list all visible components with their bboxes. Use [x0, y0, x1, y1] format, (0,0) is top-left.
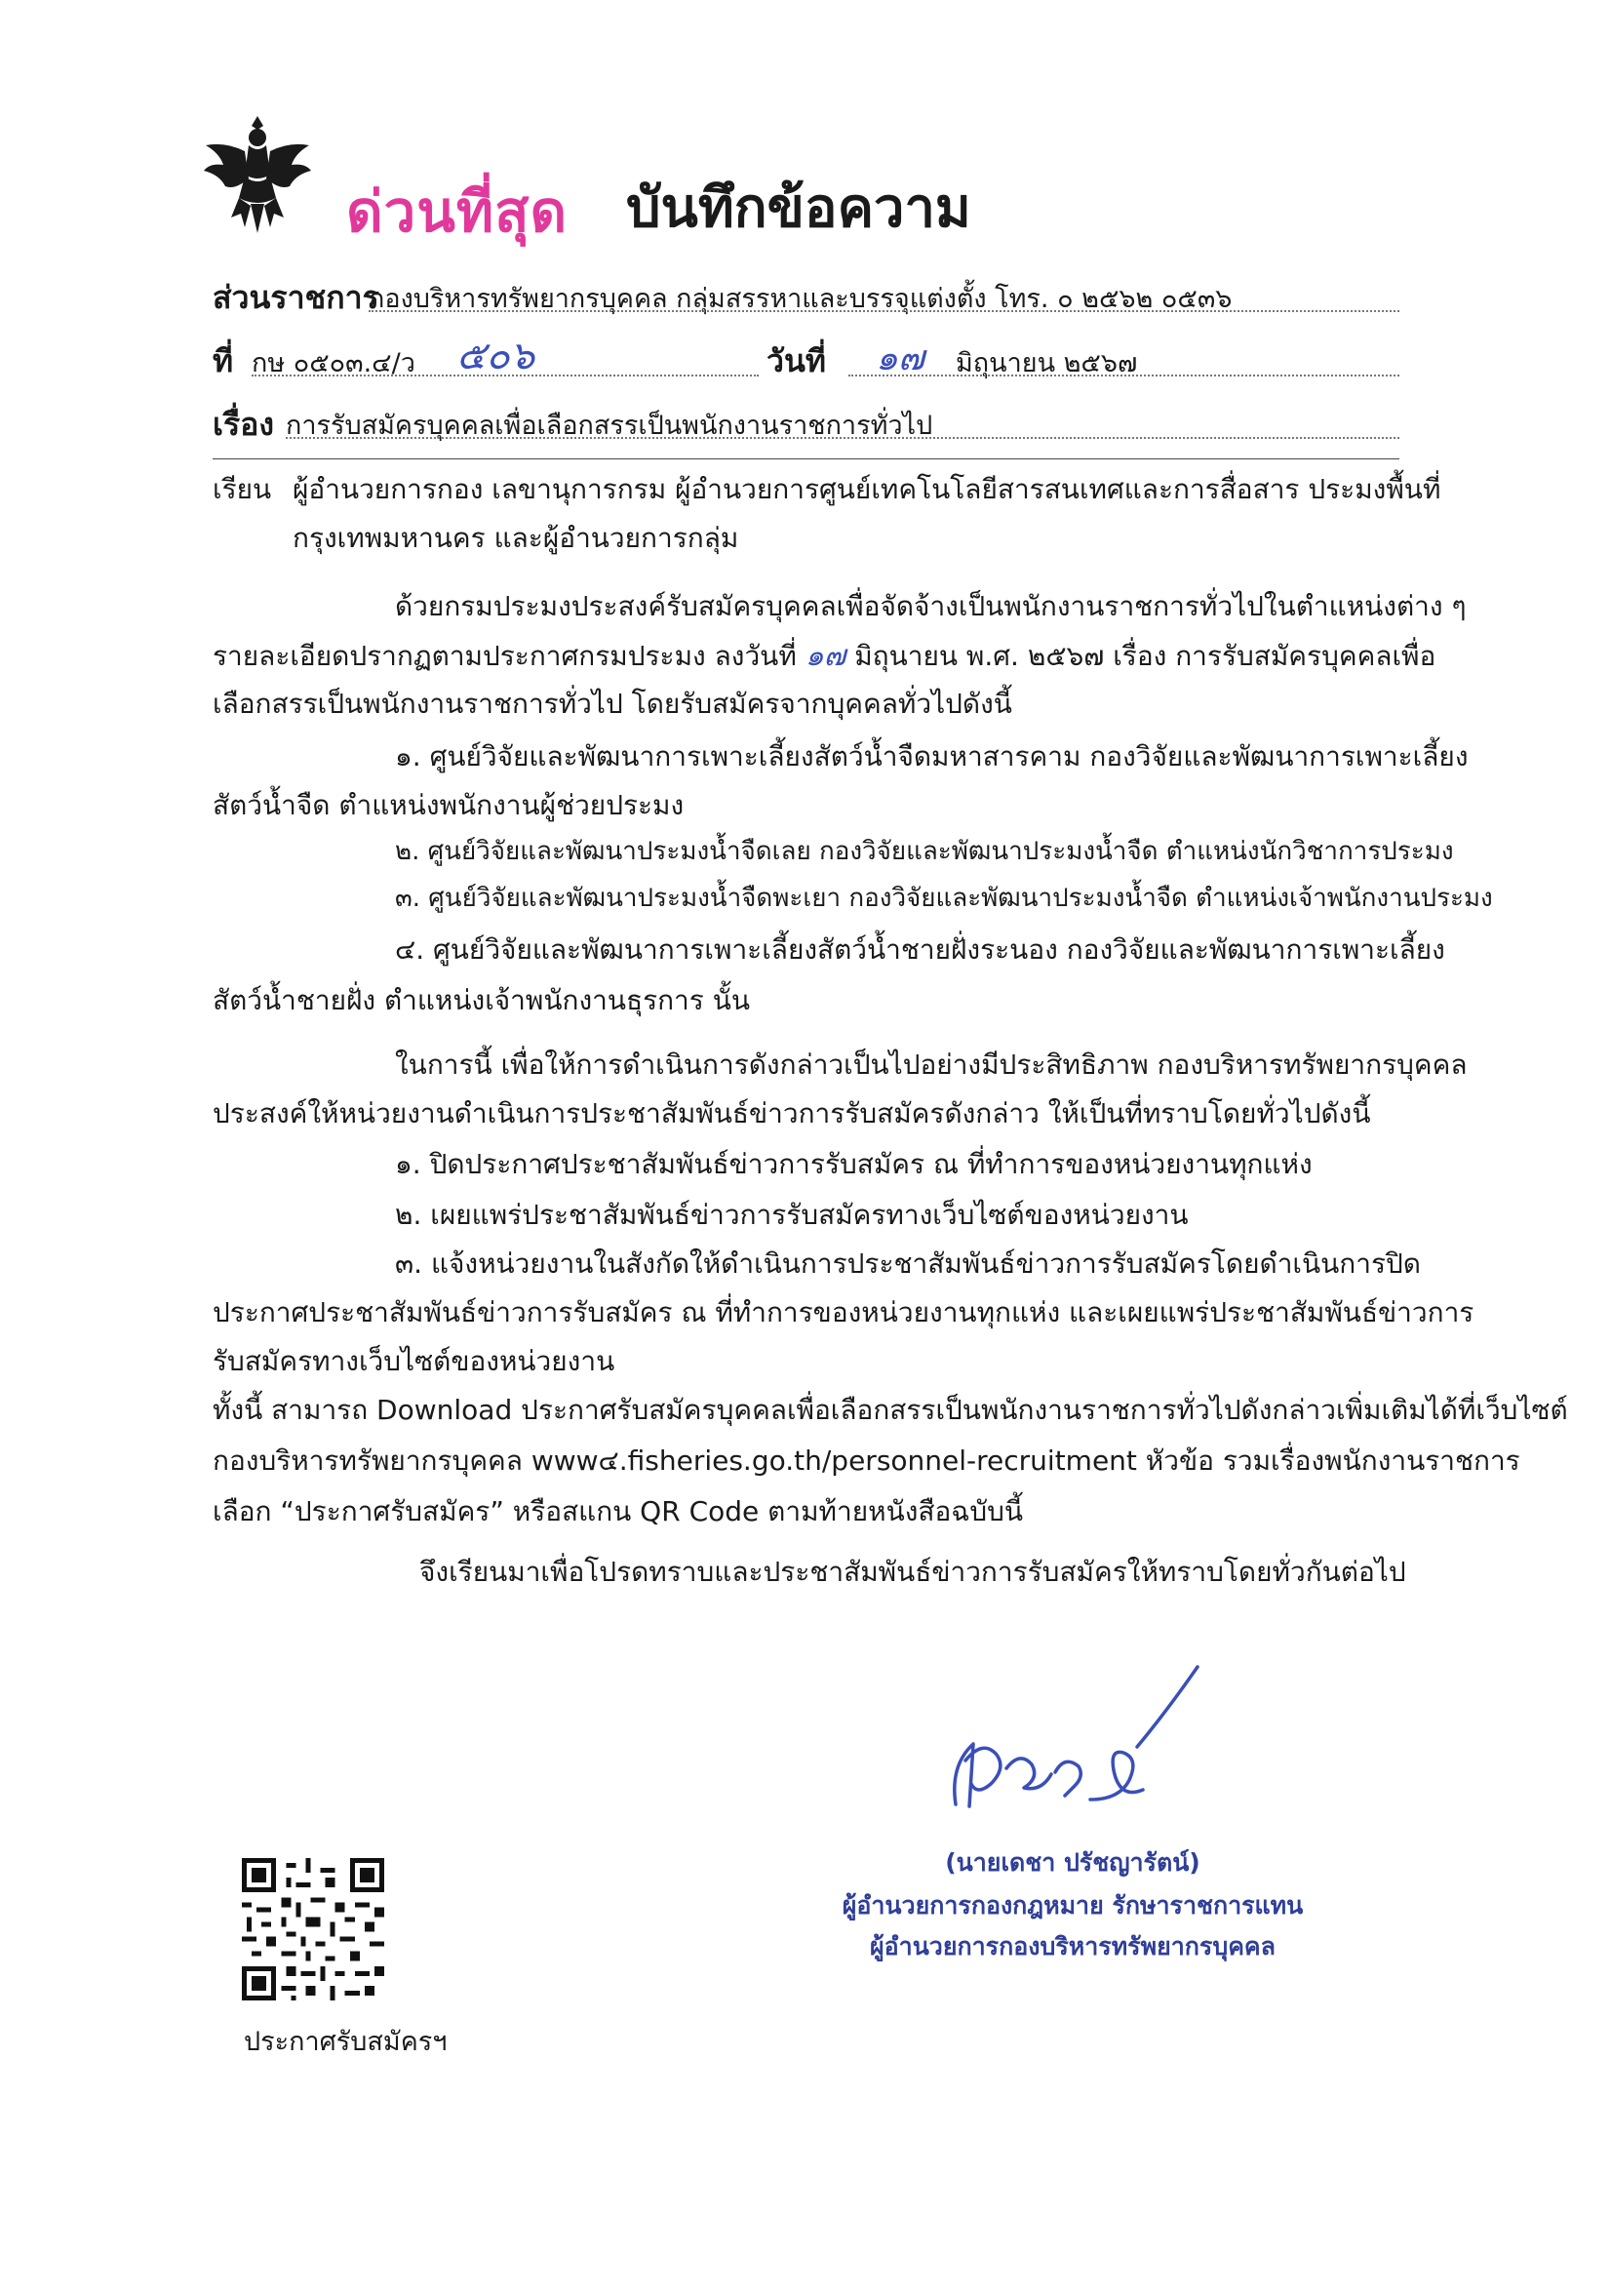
list-item: ประกาศประชาสัมพันธ์ข่าวการรับสมัคร ณ ที่ทำการของหน่วยงานทุกแห่ง และเผยแพร่ประชาสัมพันธ์ข่าวการ: [213, 1296, 1474, 1328]
body-text: มิถุนายน พ.ศ. ๒๕๖๗ เรื่อง การรับสมัครบุคคลเพื่อ: [854, 640, 1436, 672]
list-item: สัตว์น้ำจืด ตำแหน่งพนักงานผู้ช่วยประมง: [213, 789, 685, 821]
header-divider: [213, 458, 1399, 459]
body-line: เลือก “ประกาศรับสมัคร” หรือสแกน QR Code ตามท้ายหนังสือฉบับนี้: [213, 1495, 1024, 1527]
list-item: ๒. ศูนย์วิจัยและพัฒนาประมงน้ำจืดเลย กองวิจัยและพัฒนาประมงน้ำจืด ตำแหน่งนักวิชาการประมง: [395, 837, 1454, 866]
ref-handwritten-number: ๕๐๖: [456, 334, 535, 378]
list-item: สัตว์น้ำชายฝั่ง ตำแหน่งเจ้าพนักงานธุรการ นั้น: [213, 984, 751, 1016]
list-item: ๒. เผยแพร่ประชาสัมพันธ์ข่าวการรับสมัครทางเว็บไซต์ของหน่วยงาน: [395, 1199, 1189, 1231]
date-day-handwritten: ๑๗: [876, 338, 924, 378]
body-line: ด้วยกรมประมงประสงค์รับสมัครบุคคลเพื่อจัดจ้างเป็นพนักงานราชการทั่วไปในตำแหน่งต่าง ๆ: [395, 590, 1467, 622]
subject-label: เรื่อง: [213, 406, 274, 443]
date-label: วันที่: [766, 342, 826, 379]
ref-value: กษ ๐๕๐๓.๔/ว: [252, 348, 415, 378]
subject-value: การรับสมัครบุคคลเพื่อเลือกสรรเป็นพนักงานราชการทั่วไป: [286, 411, 933, 441]
body-text: รายละเอียดปรากฏตามประกาศกรมประมง ลงวันที่: [213, 640, 797, 672]
salutation-line-1: ผู้อำนวยการกอง เลขานุการกรม ผู้อำนวยการศูนย์เทคโนโลยีสารสนเทศและการสื่อสาร ประมงพื้นที่: [293, 473, 1441, 505]
body-line: ในการนี้ เพื่อให้การดำเนินการดังกล่าวเป็นไปอย่างมีประสิทธิภาพ กองบริหารทรัพยากรบุคคล: [395, 1049, 1468, 1081]
qr-code-icon[interactable]: [242, 1858, 384, 2000]
date-dotline: [848, 375, 1399, 376]
ref-dotline: [252, 375, 759, 376]
ref-label: ที่: [213, 342, 234, 379]
body-line: ประสงค์ให้หน่วยงานดำเนินการประชาสัมพันธ์ข่าวการรับสมัครดังกล่าว ให้เป็นที่ทราบโดยทั่วไปดังนี้: [213, 1097, 1371, 1129]
org-value: กองบริหารทรัพยากรบุคคล กลุ่มสรรหาและบรรจุแต่งตั้ง โทร. ๐ ๒๕๖๒ ๐๕๓๖: [369, 284, 1233, 314]
signature-scribble-icon: [936, 1663, 1229, 1824]
date-rest: มิถุนายน ๒๕๖๗: [956, 348, 1138, 378]
body-line: [213, 639, 1436, 673]
handwritten-day: ๑๗: [805, 639, 846, 673]
subject-dotline: [286, 437, 1399, 439]
signer-name: (นายเดชา ปรัชญารัตน์): [945, 1848, 1200, 1877]
signer-position-2: ผู้อำนวยการกองบริหารทรัพยากรบุคคล: [870, 1932, 1276, 1960]
body-line: กองบริหารทรัพยากรบุคคล www๔.fisheries.go.th/personnel-recruitment หัวข้อ รวมเรื่องพนักงานราชการ: [213, 1445, 1520, 1477]
list-item: รับสมัครทางเว็บไซต์ของหน่วยงาน: [213, 1345, 615, 1377]
org-label: ส่วนราชการ: [213, 279, 379, 316]
org-dotline: [369, 310, 1399, 312]
salutation-line-2: กรุงเทพมหานคร และผู้อำนวยการกลุ่ม: [293, 522, 739, 554]
memo-title: บันทึกข้อความ: [626, 177, 971, 240]
urgency-stamp: ด่วนที่สุด: [346, 178, 569, 245]
garuda-emblem-icon: [200, 112, 315, 237]
body-line: เลือกสรรเป็นพนักงานราชการทั่วไป โดยรับสมัครจากบุคคลทั่วไปดังนี้: [213, 688, 1012, 720]
list-item: ๑. ปิดประกาศประชาสัมพันธ์ข่าวการรับสมัคร ณ ที่ทำการของหน่วยงานทุกแห่ง: [395, 1148, 1313, 1180]
list-item: ๓. ศูนย์วิจัยและพัฒนาประมงน้ำจืดพะเยา กองวิจัยและพัฒนาประมงน้ำจืด ตำแหน่งเจ้าพนักงานประมง: [395, 884, 1493, 913]
closing-line: จึงเรียนมาเพื่อโปรดทราบและประชาสัมพันธ์ข่าวการรับสมัครให้ทราบโดยทั่วกันต่อไป: [419, 1556, 1406, 1588]
salutation-label: เรียน: [213, 473, 272, 505]
list-item: ๔. ศูนย์วิจัยและพัฒนาการเพาะเลี้ยงสัตว์น้ำชายฝั่งระนอง กองวิจัยและพัฒนาการเพาะเลี้ยง: [395, 933, 1445, 966]
list-item: ๓. แจ้งหน่วยงานในสังกัดให้ดำเนินการประชาสัมพันธ์ข่าวการรับสมัครโดยดำเนินการปิด: [395, 1247, 1421, 1280]
signer-position-1: ผู้อำนวยการกองกฎหมาย รักษาราชการแทน: [842, 1891, 1304, 1920]
qr-caption: ประกาศรับสมัครฯ: [244, 2027, 448, 2057]
body-line: ทั้งนี้ สามารถ Download ประกาศรับสมัครบุคคลเพื่อเลือกสรรเป็นพนักงานราชการทั่วไปดังกล่าวเพิ่มเติมได้ที่เว็บไซต์: [213, 1394, 1568, 1426]
list-item: ๑. ศูนย์วิจัยและพัฒนาการเพาะเลี้ยงสัตว์น้ำจืดมหาสารคาม กองวิจัยและพัฒนาการเพาะเลี้ยง: [395, 740, 1469, 772]
